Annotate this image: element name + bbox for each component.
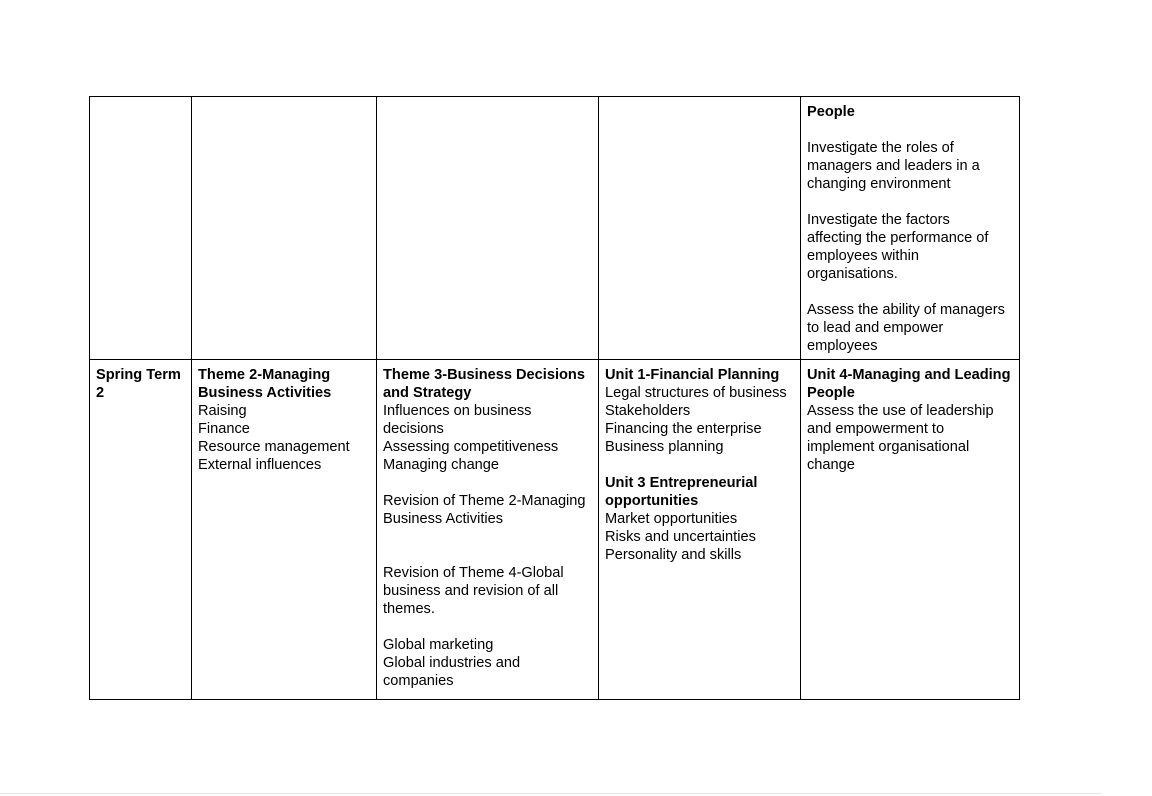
cell-text-line: Global marketing (383, 637, 494, 653)
cell-text-line: Revision of Theme 2-Managing (383, 493, 586, 509)
blank-line (383, 618, 592, 636)
cell-text-line: changing environment (807, 176, 951, 192)
cell-text-line: Assess the use of leadership (807, 403, 994, 419)
cell-text-line: Assessing competitiveness (383, 439, 559, 455)
cell-text-line: Finance (198, 421, 250, 437)
term-cell (90, 97, 192, 360)
cell-text-line: affecting the performance of (807, 230, 989, 246)
cell-heading: Unit 4-Managing and Leading (807, 367, 1011, 383)
cell-text-line: implement organisational (807, 439, 970, 455)
cell-text-line: Business planning (605, 439, 724, 455)
cell-text-line: Influences on business (383, 403, 532, 419)
units-cell (599, 360, 801, 700)
blank-line (383, 546, 592, 564)
blank-line (807, 193, 1013, 211)
term-cell (90, 360, 192, 700)
blank-line (383, 528, 592, 546)
cell-text-line: companies (383, 673, 454, 689)
cell-text-line: Resource management (198, 439, 350, 455)
cell-text-line: to lead and empower (807, 320, 944, 336)
cell-text-line: business and revision of all (383, 583, 559, 599)
unit3-heading: Unit 3 Entrepreneurial (605, 475, 758, 491)
cell-text-line: Investigate the roles of (807, 140, 954, 156)
cell-text-line: Investigate the factors (807, 212, 950, 228)
cell-heading: Business Activities (198, 385, 332, 401)
cell-text-line: decisions (383, 421, 444, 437)
cell-text-line: External influences (198, 457, 322, 473)
unit3-lines (605, 510, 794, 564)
table-row (90, 360, 1020, 700)
unit3-heading: opportunities (605, 493, 699, 509)
term-label: Spring Term (96, 367, 181, 383)
unit4-cell (801, 97, 1020, 360)
cell-lines (807, 402, 1013, 474)
unit1-heading: Unit 1-Financial Planning (605, 367, 780, 383)
cell-text-line: Market opportunities (605, 511, 738, 527)
cell-lines (807, 139, 1013, 355)
cell-text-line: employees (807, 338, 878, 354)
theme2-cell (192, 360, 377, 700)
cell-text-line: Raising (198, 403, 247, 419)
cell-text-line: Risks and uncertainties (605, 529, 756, 545)
cell-text-line: Legal structures of business (605, 385, 787, 401)
theme3-cell (377, 360, 599, 700)
cell-text-line: Revision of Theme 4-Global (383, 565, 564, 581)
table-row (90, 97, 1020, 360)
blank-line (383, 474, 592, 492)
page-bottom-divider (0, 793, 1102, 794)
cell-text-line: Global industries and (383, 655, 521, 671)
cell-text-line: employees within organisations. (807, 248, 919, 282)
cell-heading: Theme 3-Business Decisions (383, 367, 585, 383)
cell-text-line: Stakeholders (605, 403, 691, 419)
cell-lines (198, 402, 370, 474)
cell-text-line: managers and leaders in a (807, 158, 980, 174)
cell-text-line: Assess the ability of managers (807, 302, 1005, 318)
term-number: 2 (96, 385, 105, 401)
cell-text-line: themes. (383, 601, 435, 617)
curriculum-table (89, 96, 1020, 700)
cell-text-line: Personality and skills (605, 547, 742, 563)
cell-text-line: Business Activities (383, 511, 504, 527)
cell-heading: People (807, 104, 855, 120)
blank-line (807, 283, 1013, 301)
cell-lines (383, 402, 592, 690)
unit4-cell (801, 360, 1020, 700)
theme2-cell (192, 97, 377, 360)
cell-heading: and Strategy (383, 385, 472, 401)
cell-text-line: Managing change (383, 457, 500, 473)
cell-text-line: change (807, 457, 855, 473)
cell-heading: Theme 2-Managing (198, 367, 331, 383)
theme3-cell (377, 97, 599, 360)
cell-text-line: and empowerment to (807, 421, 945, 437)
unit1-lines (605, 384, 794, 456)
cell-heading: People (807, 385, 855, 401)
cell-text-line: Financing the enterprise (605, 421, 762, 437)
units-cell (599, 97, 801, 360)
